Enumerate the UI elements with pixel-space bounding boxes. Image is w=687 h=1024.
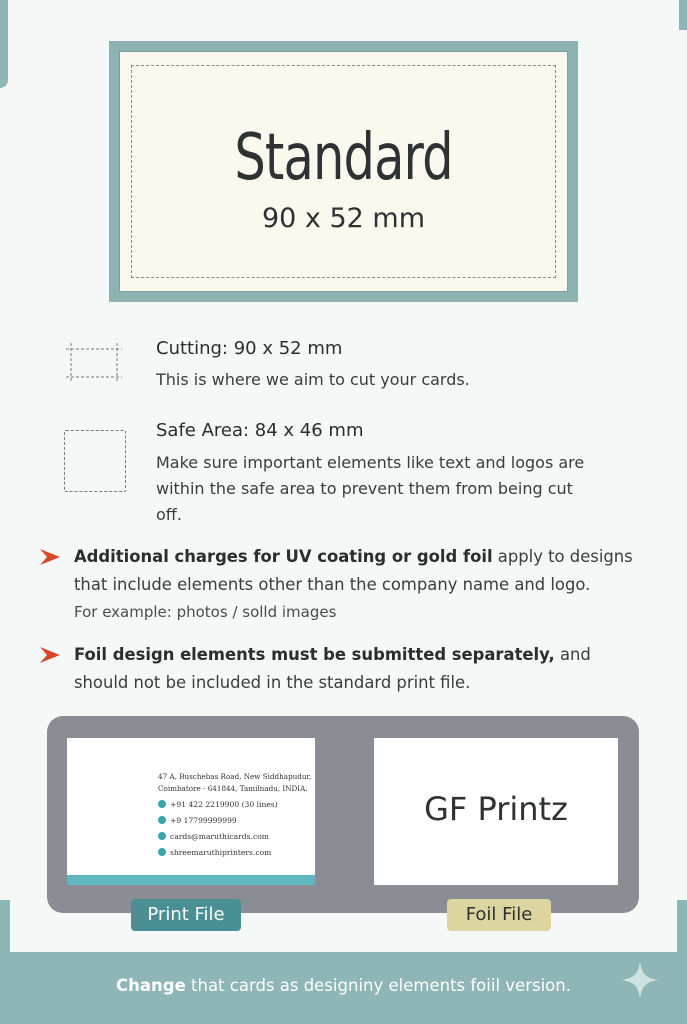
safe-area-title: Safe Area: 84 x 46 mm — [156, 420, 364, 441]
sparkle-icon — [620, 960, 660, 1000]
safe-area-description — [156, 450, 636, 528]
card-size-title: Standard — [234, 121, 453, 195]
bullet-line — [74, 543, 674, 571]
bullet-line: that include elements other than the company name and logo. — [74, 575, 591, 594]
address-line: 47 A, Buschebas Road, New Siddhapudur, — [158, 772, 312, 781]
corner-accent-top-left — [0, 0, 8, 88]
bullet-foil-separate — [74, 641, 674, 697]
bullet-rest-text: apply to designs — [492, 547, 633, 566]
bullet-bold-text: Foil design elements must be submitted separately, — [74, 645, 555, 664]
footer-bold: Change — [116, 976, 186, 995]
foil-file-card — [374, 738, 618, 885]
card-size-preview — [109, 41, 578, 302]
cutting-title: Cutting: 90 x 52 mm — [156, 338, 343, 359]
mobile-icon — [158, 816, 166, 824]
email-icon — [158, 832, 166, 840]
arrow-bullet-icon — [38, 547, 62, 567]
bullet-example-note: For example: photos / solld images — [74, 603, 337, 621]
globe-icon — [158, 848, 166, 856]
bullet-line — [74, 641, 674, 669]
bullet-line: should not be included in the standard print file. — [74, 673, 471, 692]
arrow-bullet-icon — [38, 645, 62, 665]
phone-icon — [158, 800, 166, 808]
address-line: Coimbatore - 641844, Tamilnadu, INDIA. — [158, 784, 308, 793]
bullet-bold-text: Additional charges for UV coating or gold foil — [74, 547, 493, 566]
contact-website: shreemaruthiprinters.com — [158, 848, 271, 857]
safe-area-line: within the safe area to prevent them from being cut — [156, 479, 573, 498]
safe-area-icon — [64, 430, 126, 492]
contact-mobile: +9 17799999999 — [158, 816, 237, 825]
safe-area-line: Make sure important elements like text and logos are — [156, 453, 585, 472]
footer-text — [0, 976, 687, 995]
card-accent-strip — [67, 875, 315, 885]
safe-area-line: off. — [156, 505, 182, 524]
print-file-label: Print File — [131, 899, 241, 931]
bullet-uv-foil-charges — [74, 543, 674, 599]
bullet-rest-text: and — [554, 645, 591, 664]
print-file-card — [67, 738, 315, 885]
footer-banner — [0, 952, 687, 1024]
foil-file-label: Foil File — [447, 899, 551, 931]
corner-accent-top-right — [679, 0, 687, 30]
contact-phone: +91 422 2219900 (30 lines) — [158, 800, 278, 809]
card-size-dimensions: 90 x 52 mm — [261, 203, 426, 234]
footer-rest: that cards as designiny elements foiil version. — [185, 976, 571, 995]
corner-accent-bottom-right — [677, 900, 687, 960]
corner-accent-bottom-left — [0, 900, 10, 960]
cutting-guide-icon — [66, 343, 122, 383]
cutting-description: This is where we aim to cut your cards. — [156, 370, 470, 389]
foil-brand-name: GF Printz — [424, 790, 568, 828]
contact-email: cards@maruthicards.com — [158, 832, 269, 841]
